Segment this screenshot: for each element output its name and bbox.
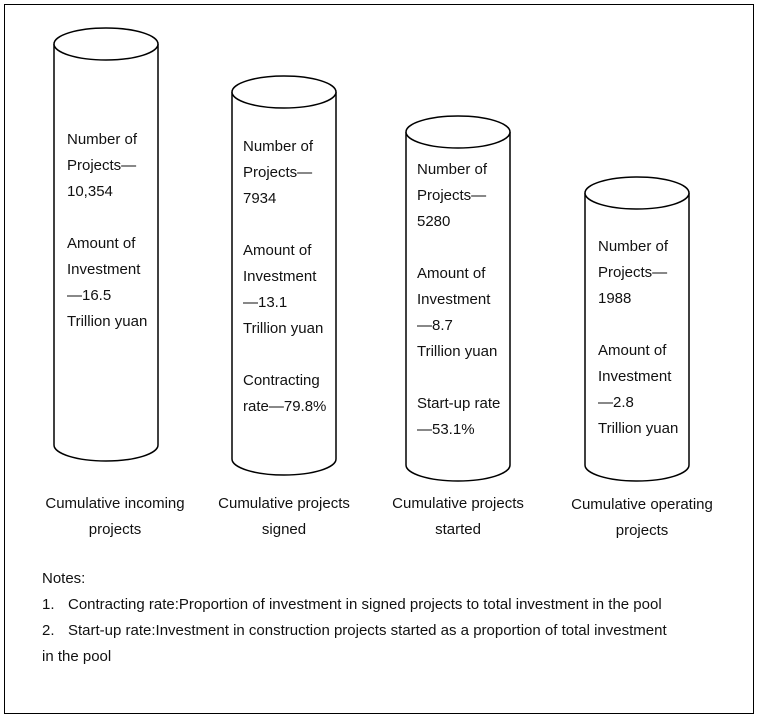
note-text: Contracting rate:Proportion of investment in signed projects to total investment in the pool [68,596,662,613]
caption-signed [204,491,364,543]
note-item-2 [42,618,742,644]
notes-section [42,566,742,670]
label-projects: Projects— [243,164,313,181]
value-projects: 5280 [417,213,451,230]
caption-line-2: projects [88,521,142,538]
label-investment: Investment [67,261,141,278]
value-contracting-rate: rate—79.8% [243,398,327,415]
label-contracting: Contracting [243,372,320,389]
label-number-of: Number of [67,131,138,148]
label-projects: Projects— [67,157,137,174]
note-item-2-continued [42,644,742,670]
notes-heading: Notes: [42,570,86,587]
label-number-of: Number of [243,138,314,155]
label-investment: Investment [417,291,491,308]
note-text: Start-up rate:Investment in construction projects started as a proportion of total investment [68,622,667,639]
value-investment: —16.5 [67,287,112,304]
label-projects: Projects— [417,187,487,204]
note-item-1 [42,592,742,618]
note-text-continued: in the pool [42,648,112,665]
label-trillion-yuan: Trillion yuan [598,420,679,437]
caption-operating [557,492,727,544]
value-projects: 7934 [243,190,277,207]
cylinder-started-text [417,157,500,443]
label-trillion-yuan: Trillion yuan [67,313,148,330]
label-investment: Investment [243,268,317,285]
caption-line-2: signed [261,521,307,538]
label-number-of: Number of [598,238,669,255]
value-investment: —13.1 [243,294,288,311]
caption-incoming [30,491,200,543]
caption-line-2: started [435,521,481,538]
label-investment: Investment [598,368,672,385]
label-trillion-yuan: Trillion yuan [417,343,498,360]
cylinder-operating-text [598,234,678,442]
value-projects: 10,354 [67,183,113,200]
label-projects: Projects— [598,264,668,281]
value-investment: —8.7 [417,317,453,334]
value-start-up-rate: —53.1% [417,421,475,438]
label-amount-of: Amount of [243,242,312,259]
caption-line-1: Cumulative incoming [45,495,185,512]
note-number: 1. [42,596,55,613]
note-number: 2. [42,622,55,639]
label-amount-of: Amount of [67,235,136,252]
value-investment: —2.8 [598,394,634,411]
caption-line-1: Cumulative operating [571,496,713,513]
label-amount-of: Amount of [417,265,486,282]
label-trillion-yuan: Trillion yuan [243,320,324,337]
caption-line-1: Cumulative projects [392,495,524,512]
label-number-of: Number of [417,161,488,178]
cylinder-signed-text [243,134,326,420]
label-amount-of: Amount of [598,342,667,359]
label-start-up-rate: Start-up rate [417,395,501,412]
caption-started [378,491,538,543]
cylinder-incoming-text [67,127,147,335]
value-projects: 1988 [598,290,632,307]
caption-line-2: projects [615,522,669,539]
caption-line-1: Cumulative projects [218,495,350,512]
